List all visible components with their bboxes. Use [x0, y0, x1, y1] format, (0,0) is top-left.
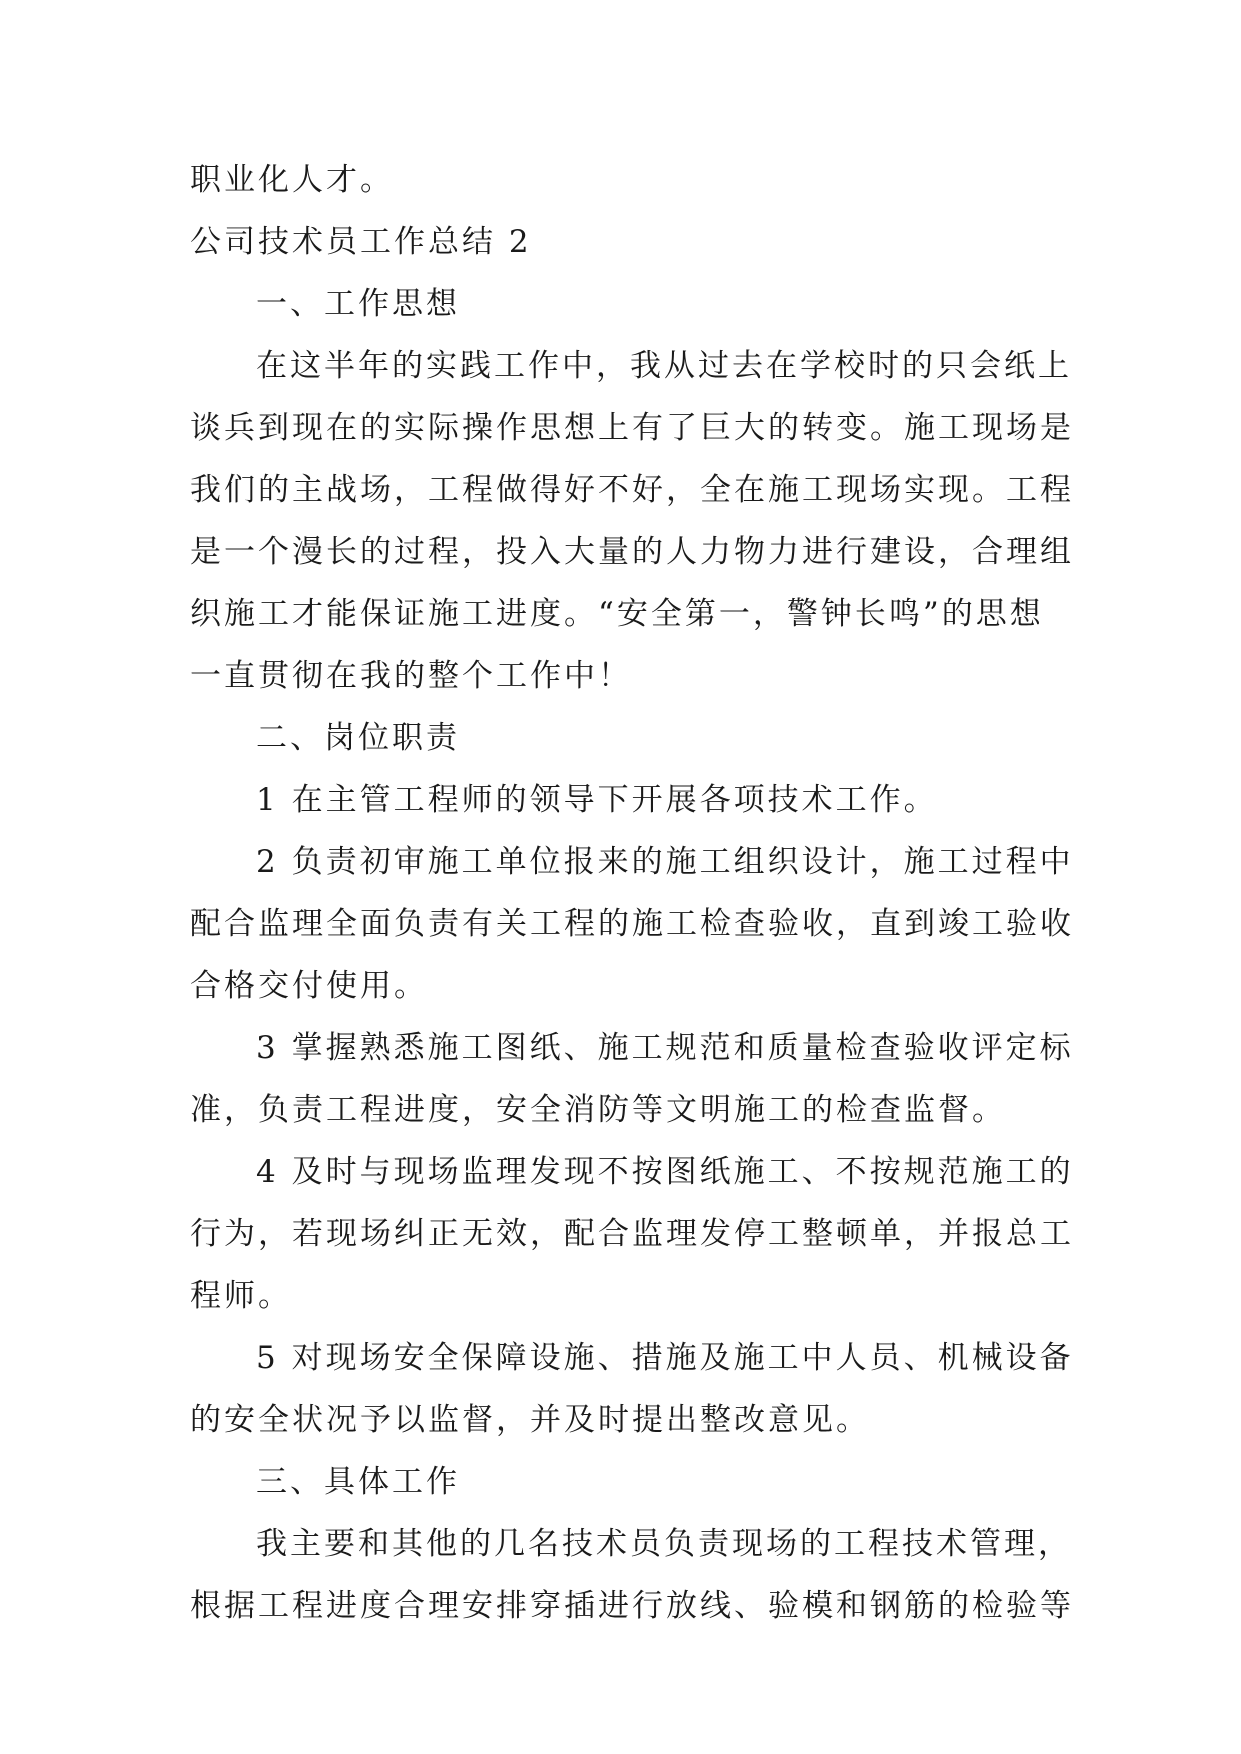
text-line: 3 掌握熟悉施工图纸、施工规范和质量检查验收评定标: [256, 1030, 1074, 1066]
text-line: 织施工才能保证施工进度。“安全第一，警钟长鸣”的思想: [190, 596, 1044, 632]
text-line: 配合监理全面负责有关工程的施工检查验收，直到竣工验收: [190, 906, 1074, 942]
text-line: 2 负责初审施工单位报来的施工组织设计，施工过程中: [256, 844, 1074, 880]
text-line: 1 在主管工程师的领导下开展各项技术工作。: [256, 782, 938, 818]
section-title: 公司技术员工作总结 2: [190, 224, 532, 260]
text-line: 我们的主战场，工程做得好不好，全在施工现场实现。工程: [190, 472, 1074, 508]
text-line: 程师。: [190, 1278, 292, 1314]
heading-work-thoughts: 一、工作思想: [256, 286, 460, 322]
text-line: 根据工程进度合理安排穿插进行放线、验模和钢筋的检验等: [190, 1588, 1074, 1624]
text-line: 准，负责工程进度，安全消防等文明施工的检查监督。: [190, 1092, 1006, 1128]
text-line: 行为，若现场纠正无效，配合监理发停工整顿单，并报总工: [190, 1216, 1074, 1252]
text-line: 4 及时与现场监理发现不按图纸施工、不按规范施工的: [256, 1154, 1074, 1190]
text-line: 在这半年的实践工作中，我从过去在学校时的只会纸上: [256, 348, 1072, 384]
text-line: 5 对现场安全保障设施、措施及施工中人员、机械设备: [256, 1340, 1074, 1376]
heading-specific-work: 三、具体工作: [256, 1464, 460, 1500]
text-line: 职业化人才。: [190, 162, 394, 198]
text-line: 我主要和其他的几名技术员负责现场的工程技术管理，: [256, 1526, 1072, 1562]
text-line: 合格交付使用。: [190, 968, 428, 1004]
text-line: 谈兵到现在的实际操作思想上有了巨大的转变。施工现场是: [190, 410, 1074, 446]
heading-job-duties: 二、岗位职责: [256, 720, 460, 756]
text-line: 的安全状况予以监督，并及时提出整改意见。: [190, 1402, 870, 1438]
text-line: 一直贯彻在我的整个工作中！: [190, 658, 632, 694]
text-line: 是一个漫长的过程，投入大量的人力物力进行建设，合理组: [190, 534, 1074, 570]
